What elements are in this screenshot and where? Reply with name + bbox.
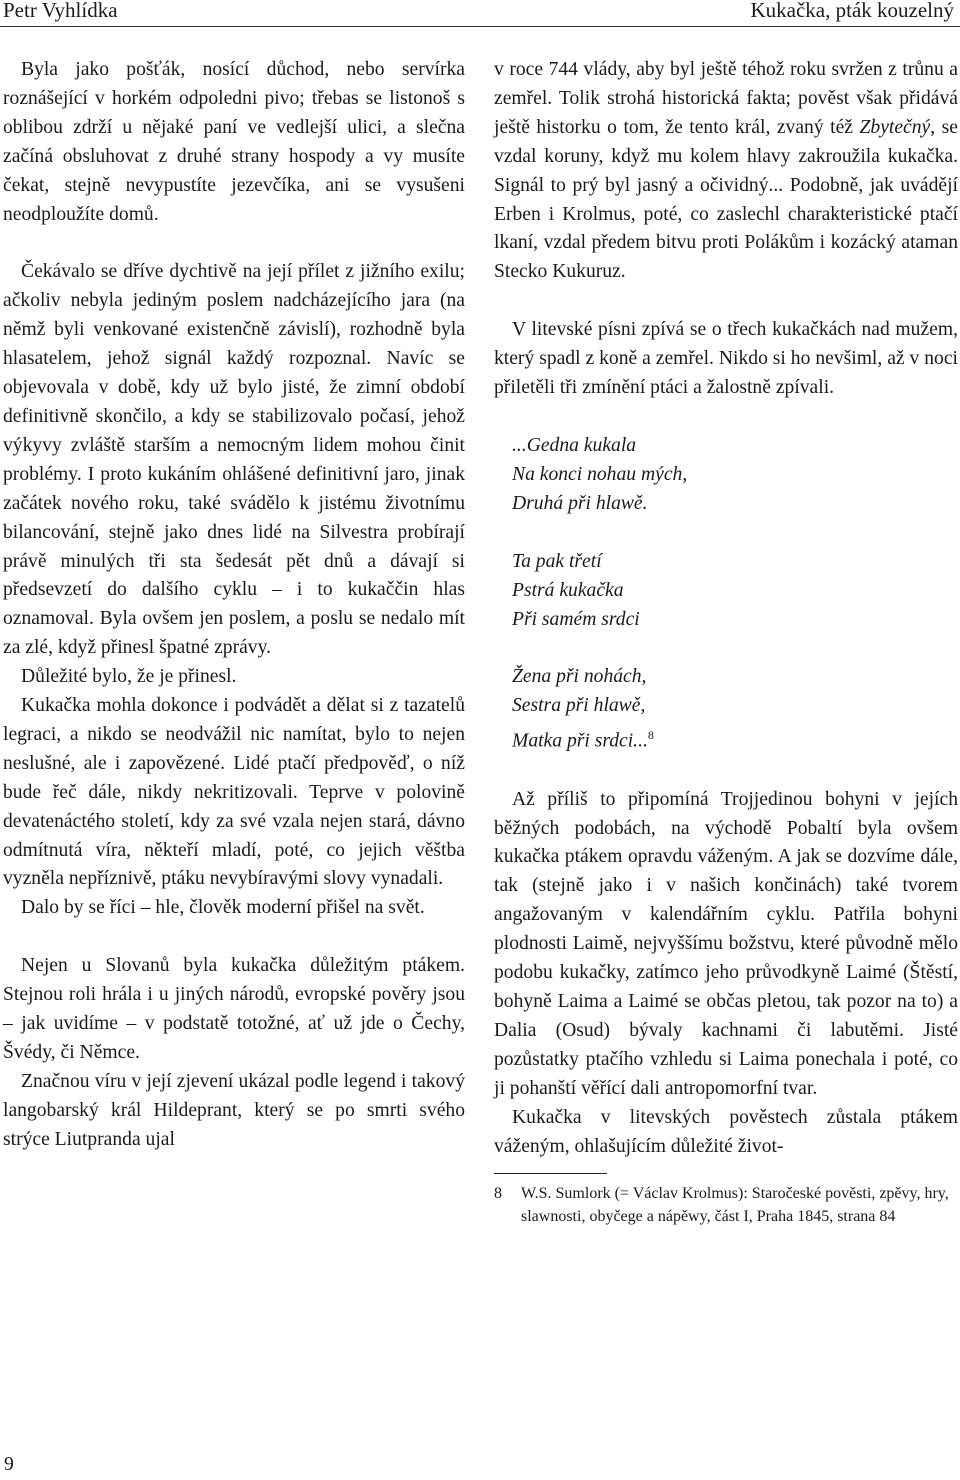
footnote-number: 8	[494, 1185, 502, 1203]
poem-line: Pstrá kukačka	[512, 579, 624, 601]
paragraph: Čekávalo se dříve dychtivě na její přílet z jižního exilu; ačkoliv nebyla jediným poslem nadcházejícího jara (na němž byli venkované existenčně závislí), rozhodně byla hlasatelem, jehož signál každý rozpoznal. Navíc se objevovala v době, kdy už bylo jisté, že zimní období definitivně skončilo, a kdy se stabilizovalo počasí, jehož výkyvy zvláště starším a nemocným lidem mohou činit problémy. I proto kukáním ohlášené definitivní jaro, jinak začátek nového roku, také svádělo k jistému životnímu bilancování, stejně jako dnes lidé na Silvestra probírají právě minulých tři sta šedesát pět dnů a dávají si předsevzetí do dalšího cyklu – i to kukaččin hlas oznamoval. Byla ovšem jen poslem, a poslu se nedalo mít za zlé, když přinesl špatné zprávy.	[3, 261, 465, 659]
poem-line: Při samém srdci	[512, 608, 640, 630]
paragraph: Dalo by se říci – hle, člověk moderní přišel na svět.	[21, 897, 425, 919]
paragraph: Kukačka mohla dokonce i podvádět a dělat si z tazatelů legraci, a nikdo se neodvážil nic namítat, bylo to nejen neslušné, ale i zapovězené. Lidé ptačí předpověď, o níž bude řeč dále, nikdy nekritizovali. Teprve v polovině devatenáctého století, kdy za své vzala nejen stará, dávno odmítnutá víra, někteří mladí, poté, co jejich věštba vyzněla nepříznivě, ptáku nevybíravými slovy vynadali.	[3, 695, 465, 890]
running-header	[0, 0, 960, 27]
poem-line: ...Gedna kukala	[512, 434, 637, 456]
footnote-text: W.S. Sumlork (= Václav Krolmus): Staročeské pověsti, zpěvy, hry, slawnosti, obyčege a nápěwy, část I, Praha 1845, strana 84	[521, 1185, 949, 1226]
paragraph: Nejen u Slovanů byla kukačka důležitým ptákem. Stejnou roli hrála i u jiných národů, evropské pověry jsou – jak uvidíme – v podstatě totožné, ať už jde o Čechy, Švédy, či Němce.	[3, 955, 465, 1063]
footnote	[494, 1182, 958, 1228]
footnote-rule	[494, 1173, 607, 1174]
poem-line: Druhá při hlawě.	[512, 492, 648, 514]
paragraph: Důležité bylo, že je přinesl.	[21, 666, 237, 688]
paragraph: Kukačka v litevských pověstech zůstala ptákem váženým, ohlašujícím důležité život-	[494, 1106, 958, 1157]
paragraph: Byla jako pošťák, nosící důchod, nebo servírka roznášející v horkém odpoledni pivo; třebas se listonoš s oblibou zdrží u nějaké paní ve vedlejší ulici, a slečna začíná obsluhovat z druhé strany hospody a vy musíte čekat, stejně nevypustíte jezevčíka, ani se vysušeni neodploužíte domů.	[3, 59, 465, 225]
header-author: Petr Vyhlídka	[3, 0, 118, 22]
poem-line: Sestra při hlawě,	[512, 695, 646, 717]
poem-line: Žena při nohách,	[512, 666, 647, 688]
poem	[494, 432, 958, 757]
emphasis: Zbytečný	[859, 116, 931, 138]
right-column	[494, 56, 958, 1228]
left-column	[3, 56, 465, 1155]
paragraph: Až příliš to připomíná Trojjedinou bohyni v jejích běžných podobách, na východě Pobaltí byla ovšem kukačka ptákem opravdu váženým. A jak se dozvíme dále, tak (stejně jako i v našich končinách) také tvorem angažovaným v kalendářním cyklu. Patřila bohyni plodnosti Laimě, nejvyššímu božstvu, které původně mělo podobu kukačky, zatímco jeho průvodkyně Laimé (Štěstí, bohyně Laima a Laimé se občas pletou, tak pozor na to) a Dalia (Osud) bývaly kachnami či labutěmi. Jisté pozůstatky ptačího vzhledu si Laima ponechala i poté, co ji pohanští věřící dali antropomorfní tvar.	[494, 788, 958, 1099]
page-number: 9	[4, 1454, 14, 1475]
footnote-reference: 8	[647, 728, 654, 743]
paragraph: v roce 744 vlády, aby byl ještě téhož roku svržen z trůnu a zemřel. Tolik strohá historická fakta; pověst však přidává ještě historku o tom, že tento král, zvaný též Zbytečný, se vzdal koruny, když mu kolem hlavy zakroužila kukačka. Signál to prý byl jasný a očividný... Podobně, jak uvádějí Erben i Krolmus, poté, co zaslechl charakteristické ptačí lkaní, vzdal předem bitvu proti Polákům i kozácký ataman Stecko Kukuruz.	[494, 59, 958, 283]
paragraph: Značnou víru v její zjevení ukázal podle legend i takový langobarský král Hildeprant, který se po smrti svého strýce Liutpranda ujal	[3, 1070, 465, 1150]
paragraph: V litevské písni zpívá se o třech kukačkách nad mužem, který spadl z koně a zemřel. Nikdo si ho nevšiml, až v noci přiletěli tři zmínění ptáci a žalostně zpívali.	[494, 319, 958, 399]
poem-line: Ta pak třetí	[512, 550, 602, 572]
poem-line: Na konci nohau mých,	[512, 463, 688, 485]
poem-line: Matka při srdci...$^8$	[512, 728, 654, 752]
header-title: Kukačka, pták kouzelný	[750, 0, 954, 22]
